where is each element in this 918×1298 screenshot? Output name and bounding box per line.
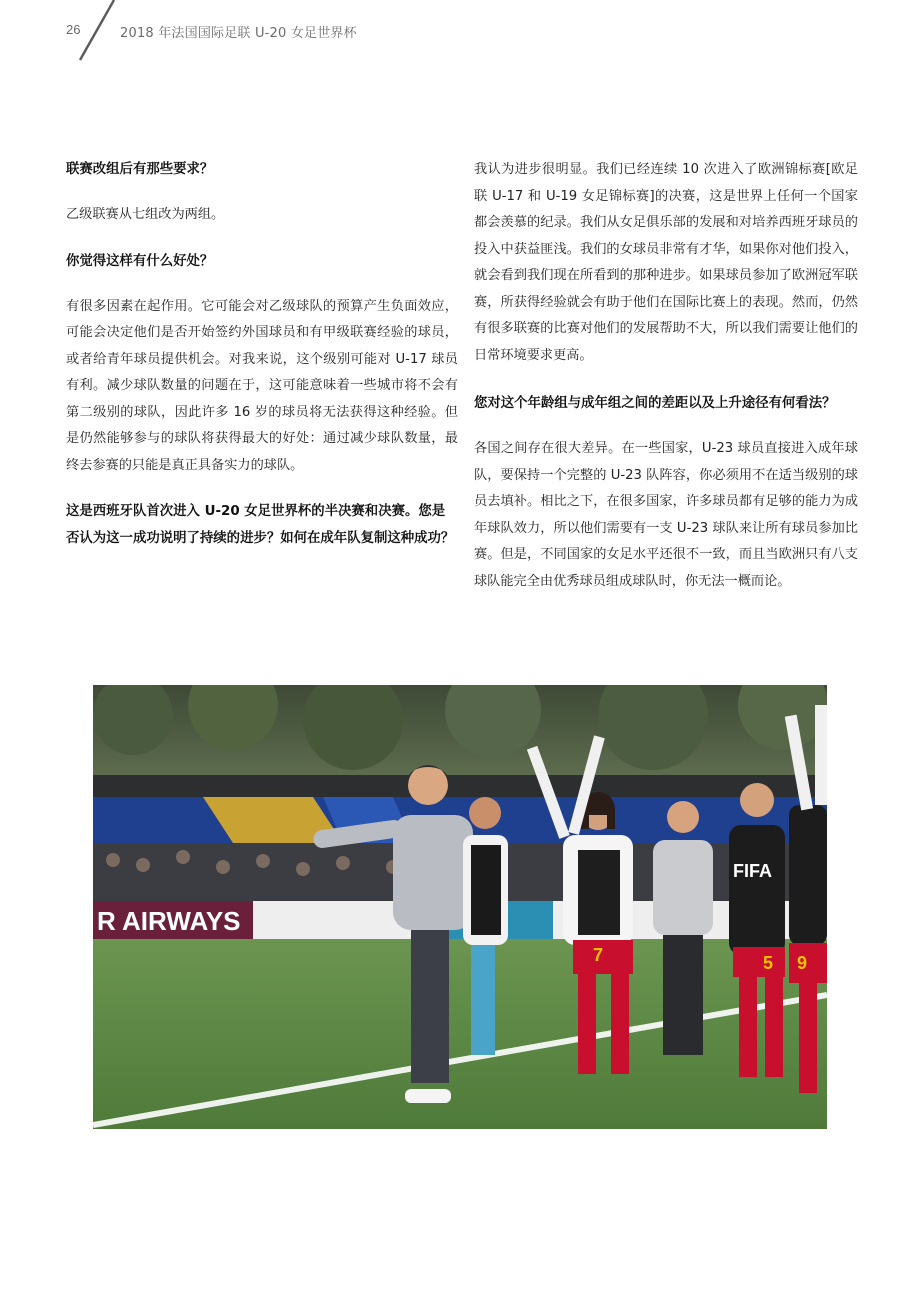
photo-illustration bbox=[93, 685, 827, 1129]
header-divider-slash bbox=[77, 0, 119, 62]
answer-league-groups: 乙级联赛从七组改为两组。 bbox=[66, 207, 225, 222]
running-title: 2018 年法国国际足联 U-20 女足世界杯 bbox=[120, 26, 357, 41]
question-league-requirements: 联赛改组后有那些要求？ bbox=[66, 162, 214, 177]
question-benefits: 你觉得这样有什么好处？ bbox=[66, 253, 214, 269]
ad-board-text: R AIRWAYS bbox=[97, 906, 241, 936]
page-number: 26 bbox=[66, 22, 81, 37]
question-age-gap: 您对这个年龄组与成年组之间的差距以及上升途径有何看法？ bbox=[474, 396, 836, 411]
team-celebration-photo bbox=[93, 685, 827, 1129]
pitch bbox=[93, 939, 827, 1129]
shirt-number-9: 9 bbox=[797, 953, 808, 973]
answer-spain-progress: 我认为进步很明显。我们已经连续 10 次进入了欧洲锦标赛[欧足联 U-17 和 U-19 女足锦标赛]的决赛，这是世界上任何一个国家都会羡慕的纪录。我们从女足俱乐部的发展和对培养西班牙球员的投入中获益匪浅。我们的女球员非常有才华，如果你对他们投入，就会看到我们现在所看到的那种进步。如果球员参加了欧洲冠军联赛，所获得经验就会有助于他们在国际比赛上的表现。然而，仍然有很多联赛的比赛对他们的发展帮助不大，所以我们需要让他们的日常环境要求更高。 bbox=[474, 162, 858, 363]
answer-age-gap: 各国之间存在很大差异。在一些国家，U-23 球员直接进入成年球队，要保持一个完整的 U-23 队阵容，你必须用不在适当级别的球员去填补。相比之下，在很多国家，许多球员都有足够的能力为成年球队效力，所以他们需要有一支 U-23 球队来让所有球员参加比赛。但是，不同国家的女足水平还很不一致，而且当欧洲只有八支球队能完全由优秀球员组成球队时，你无法一概而论。 bbox=[474, 441, 858, 589]
shirt-number-7: 7 bbox=[593, 945, 604, 965]
shirt-number-5: 5 bbox=[763, 953, 774, 973]
question-spain-progress: 这是西班牙队首次进入 U-20 女足世界杯的半决赛和决赛。您是否认为这一成功说明了持续的进步？如何在成年队复制这种成功？ bbox=[66, 504, 455, 546]
left-column bbox=[66, 156, 458, 571]
stand-roof bbox=[93, 775, 827, 797]
answer-benefits: 有很多因素在起作用。它可能会对乙级球队的预算产生负面效应，可能会决定他们是否开始签约外国球员和有甲级联赛经验的球员，或者给青年球员提供机会。对我来说，这个级别可能对 U-17 球员有利。减少球队数量的问题在于，这可能意味着一些城市将不会有第二级别的球队，因此许多 16 岁的球员将无法获得这种经验。但是仍然能够参与的球队将获得最大的好处：通过减少球队数量，最终去参赛的只能是真正具备实力的球队。 bbox=[66, 298, 458, 473]
right-column bbox=[474, 157, 858, 616]
shirt-fifa-text: FIFA bbox=[733, 861, 772, 881]
